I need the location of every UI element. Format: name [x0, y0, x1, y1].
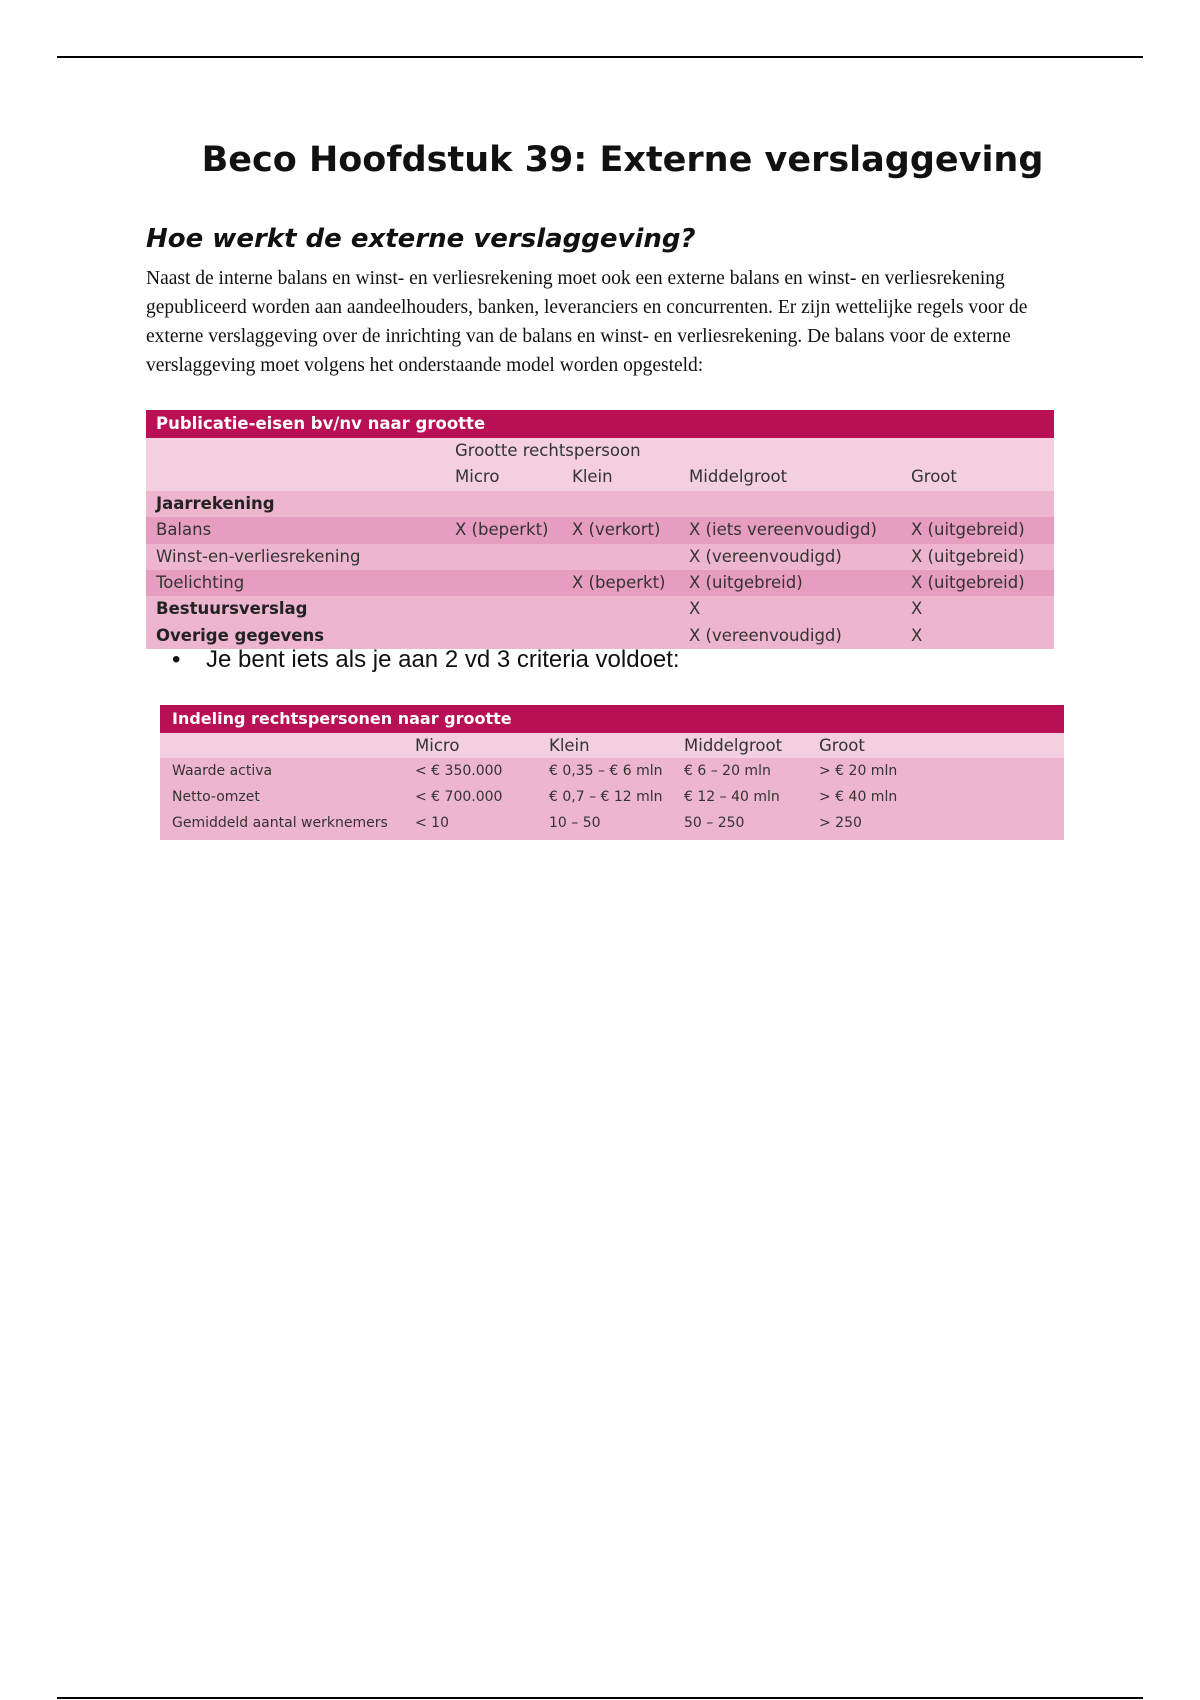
table-cell: X	[911, 599, 923, 619]
section-label: Jaarrekening	[156, 493, 275, 513]
table-row	[146, 544, 1054, 570]
table-cell: X (beperkt)	[455, 520, 549, 540]
table-cell: X	[911, 625, 923, 645]
table-cell: € 6 – 20 mln	[684, 763, 771, 779]
table-cell: X	[689, 599, 701, 619]
table-cell: X (vereenvoudigd)	[689, 625, 842, 645]
row-label: Bestuursverslag	[156, 599, 308, 619]
table-row	[146, 517, 1054, 543]
row-label: Netto-omzet	[172, 789, 260, 805]
table-title: Indeling rechtspersonen naar grootte	[160, 705, 1064, 733]
table-row	[160, 758, 1064, 784]
table-row	[146, 570, 1054, 596]
table-cell: € 0,7 – € 12 mln	[549, 789, 663, 805]
table-column-header-row	[146, 464, 1054, 490]
column-header: Klein	[572, 467, 613, 487]
row-label: Waarde activa	[172, 763, 273, 779]
table-cell: X (uitgebreid)	[911, 520, 1025, 540]
table-cell	[572, 596, 689, 622]
criteria-bullet	[172, 646, 680, 674]
row-label: Overige gegevens	[156, 625, 325, 645]
table-body	[160, 758, 1064, 840]
table-row	[160, 810, 1064, 836]
table-cell: X (beperkt)	[572, 572, 666, 592]
row-label: Toelichting	[156, 572, 245, 592]
table-cell	[455, 570, 572, 596]
table-cell: 50 – 250	[684, 815, 745, 831]
table-cell: X (uitgebreid)	[689, 572, 803, 592]
table-cell	[455, 544, 572, 570]
group-header: Grootte rechtspersoon	[455, 441, 641, 460]
table-cell: X (verkort)	[572, 520, 661, 540]
table-cell: < € 350.000	[415, 763, 503, 779]
bullet-text: Je bent iets als je aan 2 vd 3 criteria voldoet:	[206, 646, 680, 673]
table-row	[160, 784, 1064, 810]
table-cell: > € 20 mln	[819, 763, 898, 779]
publication-requirements-table	[146, 410, 1054, 649]
column-header: Middelgroot	[684, 736, 783, 755]
table-cell: < 10	[415, 815, 449, 831]
table-cell: > € 40 mln	[819, 789, 898, 805]
top-rule	[57, 56, 1143, 58]
size-classification-table	[160, 705, 1064, 840]
column-header: Klein	[549, 736, 590, 755]
column-header: Micro	[415, 736, 460, 755]
table-group-header-row	[146, 438, 1054, 464]
table-cell	[572, 544, 689, 570]
column-header: Micro	[455, 467, 500, 487]
table-column-header-row	[160, 733, 1064, 758]
row-label: Winst-en-verliesrekening	[156, 546, 361, 566]
column-header: Middelgroot	[689, 467, 788, 487]
table-cell: X (iets vereenvoudigd)	[689, 520, 877, 540]
table-cell: X (uitgebreid)	[911, 546, 1025, 566]
bottom-rule	[57, 1697, 1143, 1699]
table-cell: X (vereenvoudigd)	[689, 546, 842, 566]
section-heading: Hoe werkt de externe verslaggeving?	[146, 224, 696, 254]
table-row	[146, 596, 1054, 622]
table-cell: < € 700.000	[415, 789, 503, 805]
table-cell: € 0,35 – € 6 mln	[549, 763, 663, 779]
bullet-icon: •	[172, 646, 181, 673]
row-label: Gemiddeld aantal werknemers	[172, 815, 388, 831]
table-title: Publicatie-eisen bv/nv naar grootte	[146, 410, 1054, 438]
row-label: Balans	[156, 520, 212, 540]
table-cell: € 12 – 40 mln	[684, 789, 780, 805]
table-section-row	[146, 491, 1054, 517]
column-header: Groot	[911, 467, 957, 487]
table-cell: > 250	[819, 815, 862, 831]
intro-paragraph: Naast de interne balans en winst- en verliesrekening moet ook een externe balans en winst- en verliesrekening gepubliceerd worden aan aandeelhouders, banken, leveranciers en concurrenten. Er zijn wettelijke regels voor de externe verslaggeving over de inrichting van de balans en winst- en verliesrekening. De balans voor de externe verslaggeving moet volgens het onderstaande model worden opgesteld:	[146, 268, 1028, 376]
table-cell: 10 – 50	[549, 815, 601, 831]
table-cell: X (uitgebreid)	[911, 572, 1025, 592]
table-cell	[455, 596, 572, 622]
page-title: Beco Hoofdstuk 39: Externe verslaggeving	[201, 140, 1044, 180]
column-header: Groot	[819, 736, 865, 755]
